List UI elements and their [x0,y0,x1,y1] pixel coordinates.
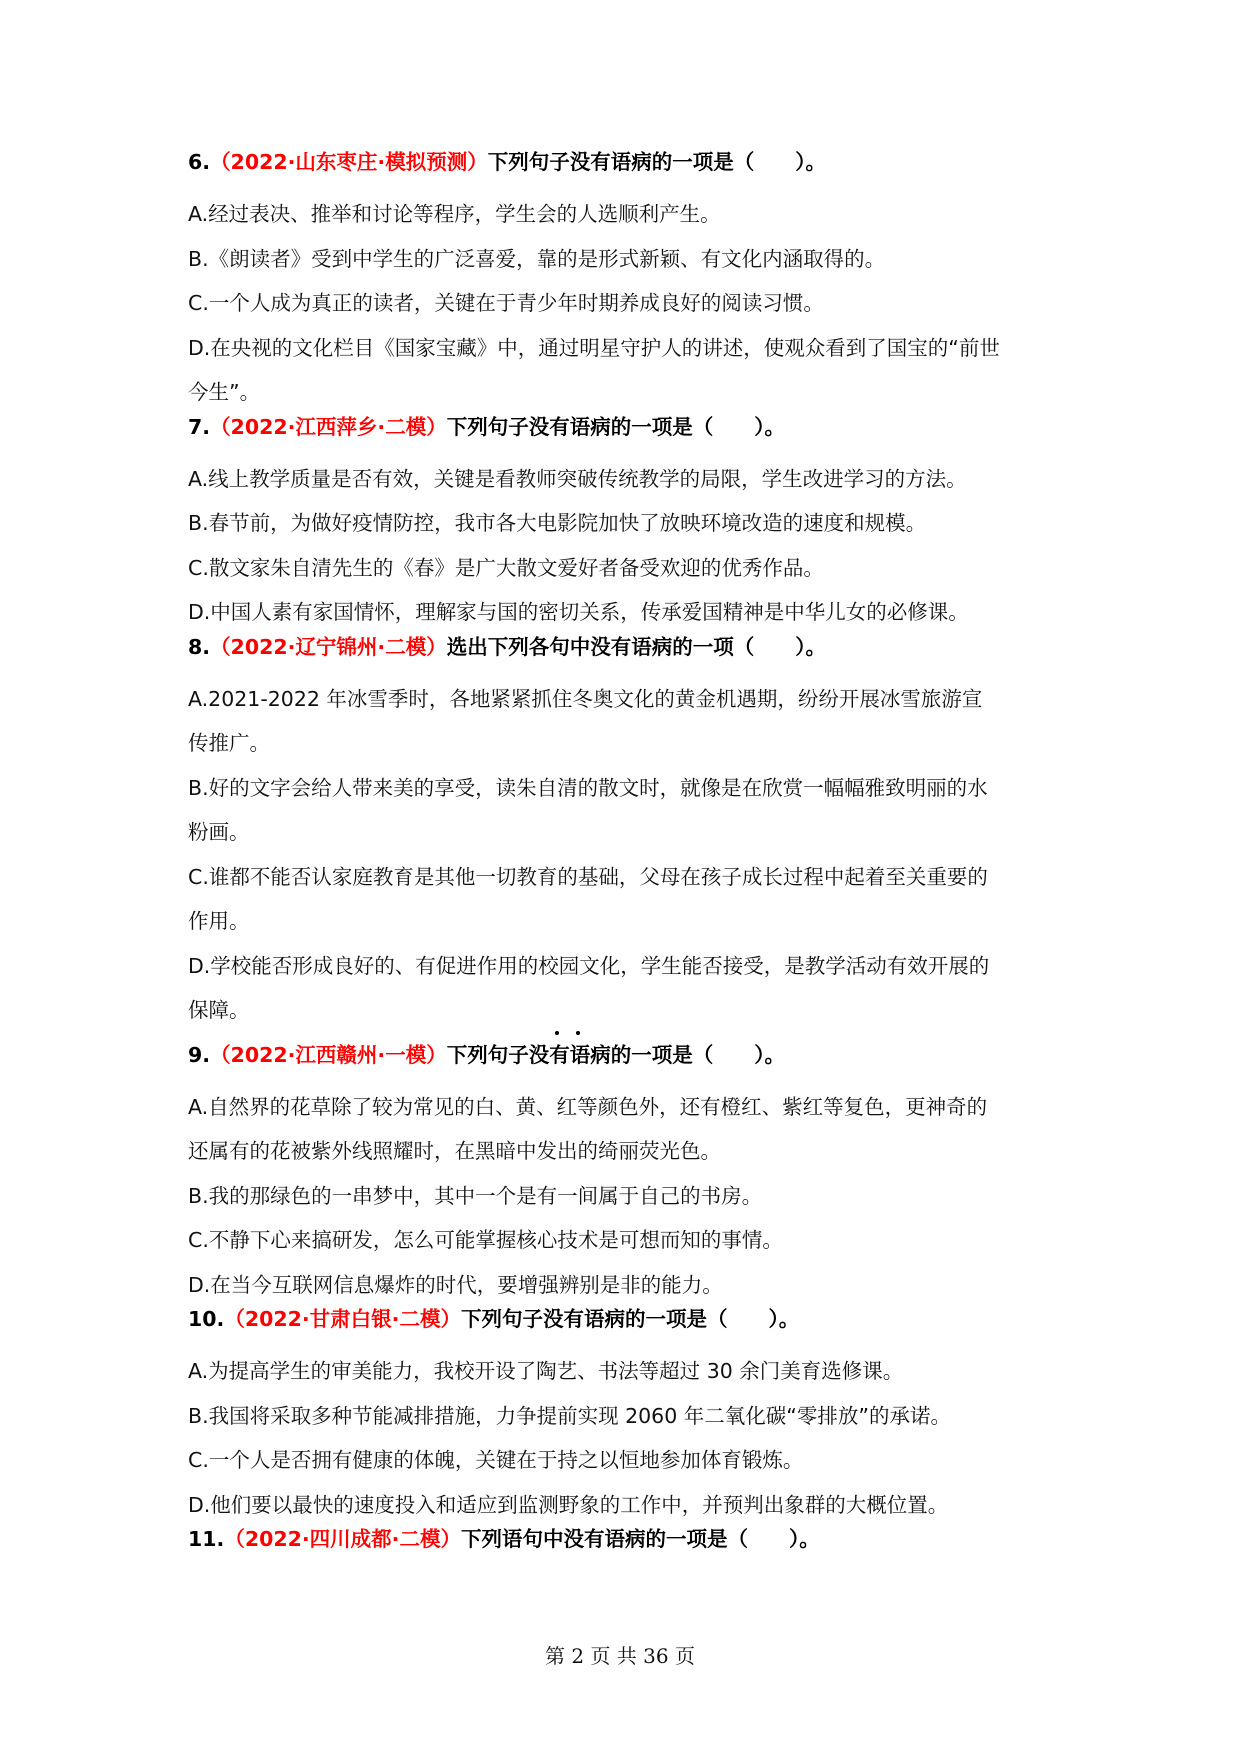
question-number: 10. [188,1307,225,1331]
question-stem: 下列句子没有语病的一项是（ ）。 [487,150,826,174]
option-b: B.春节前，为做好疫情防控，我市各大电影院加快了放映环境改造的速度和规模。 [188,511,927,535]
page-footer: 第 2 页 共 36 页 [545,1644,695,1668]
option-d: D.在当今互联网信息爆炸的时代，要增强辨别是非的能力。 [188,1272,723,1297]
option-d: D.在央视的文化栏目《国家宝藏》中，通过明星守护人的讲述，使观众看到了国宝的“前世 [188,335,1000,360]
option-c: C.不静下心来搞研发，怎么可能掌握核心技术是可想而知的事情。 [188,1228,783,1252]
question-number: 11. [188,1527,225,1551]
option-a-continued: 还属有的花被紫外线照耀时，在黑暗中发出的绮丽荧光色。 [188,1139,721,1163]
option-c-continued: 作用。 [188,909,250,933]
question-stem: 选出下列各句中没有语病的一项（ ）。 [446,634,826,659]
question-source: （2022·江西萍乡·二模） [210,414,447,439]
option-b-continued: 粉画。 [188,820,250,844]
option-b: B.我的那绿色的一串梦中，其中一个是有一间属于自己的书房。 [188,1183,763,1208]
question-title [188,1041,1068,1069]
question-list [188,148,1068,1569]
option-c: C.一个人是否拥有健康的体魄，关键在于持之以恒地参加体育锻炼。 [188,1448,804,1472]
option-a: A.经过表决、推举和讨论等程序，学生会的人选顺利产生。 [188,202,721,226]
question-number: 9. [188,1042,211,1067]
question-7 [188,413,1068,635]
question-number: 6. [188,150,211,174]
question-source: （2022·甘肃白银·二模） [224,1307,461,1331]
question-11 [188,1525,1068,1553]
option-a: A.线上教学质量是否有效，关键是看教师突破传统教学的局限，学生改进学习的方法。 [188,466,967,491]
question-6 [188,148,1068,415]
option-c: C.一个人成为真正的读者，关键在于青少年时期养成良好的阅读习惯。 [188,291,824,315]
option-d: D.学校能否形成良好的、有促进作用的校园文化，学生能否接受，是教学活动有效开展的 [188,953,990,978]
option-d: D.中国人素有家国情怀，理解家与国的密切关系，传承爱国精神是中华儿女的必修课。 [188,600,969,624]
question-9 [188,1029,1068,1308]
option-b: B.好的文字会给人带来美的享受，读朱自清的散文时，就像是在欣赏一幅幅雅致明丽的水 [188,775,988,800]
option-a: A.2021-2022 年冰雪季时，各地紧紧抓住冬奥文化的黄金机遇期，纷纷开展冰雪旅游宣 [188,686,983,711]
emphasis-dots [188,1029,1068,1041]
option-a: A.自然界的花草除了较为常见的白、黄、红等颜色外，还有橙红、紫红等复色，更神奇的 [188,1094,988,1119]
option-a: A.为提高学生的审美能力，我校开设了陶艺、书法等超过 30 余门美育选修课。 [188,1359,904,1383]
option-d-continued: 保障。 [188,998,250,1022]
option-d-continued: 今生”。 [188,380,261,404]
question-stem: 下列句子没有语病的一项是（ ）。 [446,1042,785,1067]
question-source: （2022·辽宁锦州·二模） [210,634,447,659]
question-number: 8. [188,634,211,659]
question-8 [188,633,1068,1033]
question-source: （2022·四川成都·二模） [224,1527,461,1551]
question-title [188,1305,1068,1333]
question-stem: 下列句子没有语病的一项是（ ）。 [460,1307,800,1331]
question-source: （2022·江西赣州·一模） [210,1042,447,1067]
question-title [188,148,1068,176]
option-a-continued: 传推广。 [188,731,270,755]
question-title [188,1525,1068,1553]
question-number: 7. [188,414,211,439]
question-stem: 下列句子没有语病的一项是（ ）。 [446,414,785,439]
option-b: B.我国将采取多种节能减排措施，力争提前实现 2060 年二氧化碳“零排放”的承诺。 [188,1403,952,1428]
question-stem: 下列语句中没有语病的一项是（ ）。 [460,1527,820,1551]
question-10 [188,1305,1068,1527]
emphasis-dot [576,1031,580,1035]
option-c: C.散文家朱自清先生的《春》是广大散文爱好者备受欢迎的优秀作品。 [188,555,824,580]
option-d: D.他们要以最快的速度投入和适应到监测野象的工作中，并预判出象群的大概位置。 [188,1492,949,1517]
question-source: （2022·山东枣庄·模拟预测） [210,150,488,174]
option-b: B.《朗读者》受到中学生的广泛喜爱，靠的是形式新颖、有文化内涵取得的。 [188,246,886,271]
option-c: C.谁都不能否认家庭教育是其他一切教育的基础，父母在孩子成长过程中起着至关重要的 [188,864,988,889]
question-title [188,633,1068,661]
question-title [188,413,1068,441]
emphasis-dot [555,1031,559,1035]
